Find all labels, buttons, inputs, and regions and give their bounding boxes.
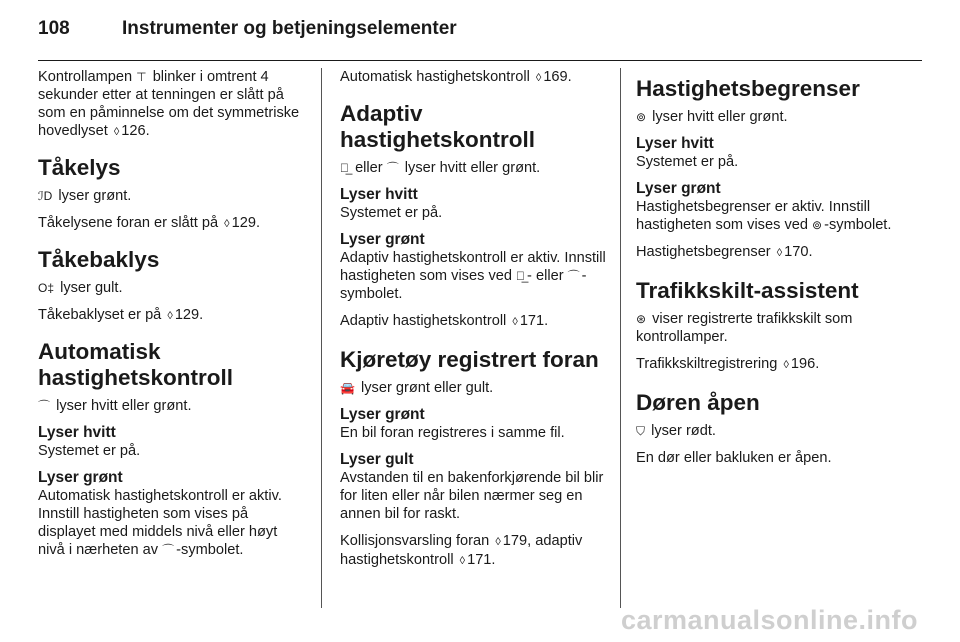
intro-paragraph: Kontrollampen ⊤ blinker i omtrent 4 sekunder etter at tenningen er slått på som en påminnelse om det symmetriske hovedlyset ◊ 126. [38, 69, 300, 139]
sign-status: ⊛ viser registrerte trafikkskilt som kontrollamper. [636, 311, 853, 345]
speed-limiter-icon: ⊚ [636, 110, 647, 124]
door-description: En dør eller bakluken er åpen. [636, 450, 832, 466]
label-white: Lyser hvitt [340, 186, 418, 203]
column-divider [620, 68, 621, 608]
reference-arrow-icon: ◊ [113, 126, 120, 138]
reference-arrow-icon: ◊ [495, 536, 501, 548]
traffic-sign-icon: ⊛ [636, 312, 647, 326]
section-heading-acc: Adaptiv hastighetskontroll [340, 101, 536, 152]
adaptive-cruise-icon: ⌒̲ [340, 161, 349, 175]
acc-reference: Adaptiv hastighetskontroll ◊ 171. [340, 313, 549, 329]
page-number: 108 [38, 18, 70, 39]
rear-fog-light-icon: O‡ [38, 281, 55, 295]
speed-limiter-icon: ⊚ [812, 218, 823, 232]
vehicle-ahead-icon: 🚘 [340, 381, 355, 395]
symmetric-headlight-icon: ⊤ [136, 70, 147, 84]
label-white: Lyser hvitt [38, 424, 116, 441]
vehicle-yellow-text: Avstanden til en bakenforkjørende bil blir for liten eller når bilen nærmer seg en annen bil for raskt. [340, 470, 604, 522]
label-green: Lyser grønt [340, 406, 425, 423]
reference-arrow-icon: ◊ [167, 310, 173, 322]
fog-status: ℐD lyser grønt. [38, 188, 132, 204]
watermark: carmanualsonline.info [620, 605, 918, 635]
label-green: Lyser grønt [340, 231, 425, 248]
section-heading-cruise: Automatisk hastighetskontroll [38, 339, 234, 390]
cruise-reference: Automatisk hastighetskontroll ◊ 169. [340, 69, 572, 85]
section-heading-vehicle-ahead: Kjøretøy registrert foran [340, 347, 599, 372]
vehicle-green-text: En bil foran registreres i samme fil. [340, 425, 565, 441]
reference-arrow-icon: ◊ [512, 316, 518, 328]
section-heading-traffic-sign: Trafikkskilt-assistent [636, 278, 859, 303]
adaptive-cruise-icon: ⌒̲ [516, 269, 526, 283]
green-text: Adaptiv hastighetskontroll er aktiv. Innstill hastigheten som vises ved ⌒̲ - eller ⌒ -symbolet. [340, 250, 606, 302]
column-divider [321, 68, 322, 608]
label-green: Lyser grønt [636, 180, 721, 197]
section-heading-fog: Tåkelys [38, 155, 121, 180]
cruise-control-icon: ⌒ [162, 543, 175, 557]
white-text: Systemet er på. [636, 154, 739, 170]
cruise-control-icon: ⌒ [386, 161, 399, 175]
column-1 [38, 68, 304, 568]
page-header [38, 18, 457, 48]
column-3 [636, 68, 902, 476]
label-white: Lyser hvitt [636, 135, 714, 152]
door-open-icon: ⛉ [636, 424, 646, 438]
section-heading-speed-limiter: Hastighetsbegrenser [636, 76, 860, 101]
section-heading-door-open: Døren åpen [636, 390, 760, 415]
collision-reference: Kollisjonsvarsling foran ◊ 179, adaptiv hastighetskontroll ◊ 171. [340, 533, 583, 568]
reference-arrow-icon: ◊ [783, 359, 789, 371]
fog-description: Tåkelysene foran er slått på ◊ 129. [38, 215, 260, 231]
cruise-control-icon: ⌒ [567, 269, 580, 283]
limiter-status: ⊚ lyser hvitt eller grønt. [636, 109, 788, 125]
vehicle-status: 🚘 lyser grønt eller gult. [340, 380, 494, 396]
limiter-reference: Hastighetsbegrenser ◊ 170. [636, 244, 813, 260]
column-2 [340, 68, 606, 579]
page-title: Instrumenter og betjeningselementer [122, 18, 457, 39]
label-green: Lyser grønt [38, 469, 123, 486]
header-rule [38, 60, 922, 61]
rear-fog-status: O‡ lyser gult. [38, 280, 123, 296]
green-text: Hastighetsbegrenser er aktiv. Innstill hastigheten som vises ved ⊚ -symbolet. [636, 199, 892, 233]
sign-reference: Trafikkskiltregistrering ◊ 196. [636, 356, 820, 372]
white-text: Systemet er på. [38, 443, 141, 459]
green-text: Automatisk hastighetskontroll er aktiv. Innstill hastigheten som vises på displayet med middels nivå eller høyt nivå i nærheten av ⌒ -symbolet. [38, 488, 282, 558]
reference-arrow-icon: ◊ [224, 218, 230, 230]
section-heading-rear-fog: Tåkebaklys [38, 247, 160, 272]
acc-status: ⌒̲ eller ⌒ lyser hvitt eller grønt. [340, 160, 541, 176]
reference-arrow-icon: ◊ [535, 72, 542, 84]
label-yellow: Lyser gult [340, 451, 414, 468]
rear-fog-description: Tåkebaklyset er på ◊ 129. [38, 307, 204, 323]
reference-arrow-icon: ◊ [459, 555, 466, 567]
white-text: Systemet er på. [340, 205, 443, 221]
reference-arrow-icon: ◊ [776, 247, 783, 259]
front-fog-light-icon: ℐD [38, 189, 53, 203]
cruise-status: ⌒ lyser hvitt eller grønt. [38, 398, 192, 414]
cruise-control-icon: ⌒ [38, 399, 51, 413]
door-status: ⛉ lyser rødt. [636, 423, 716, 439]
